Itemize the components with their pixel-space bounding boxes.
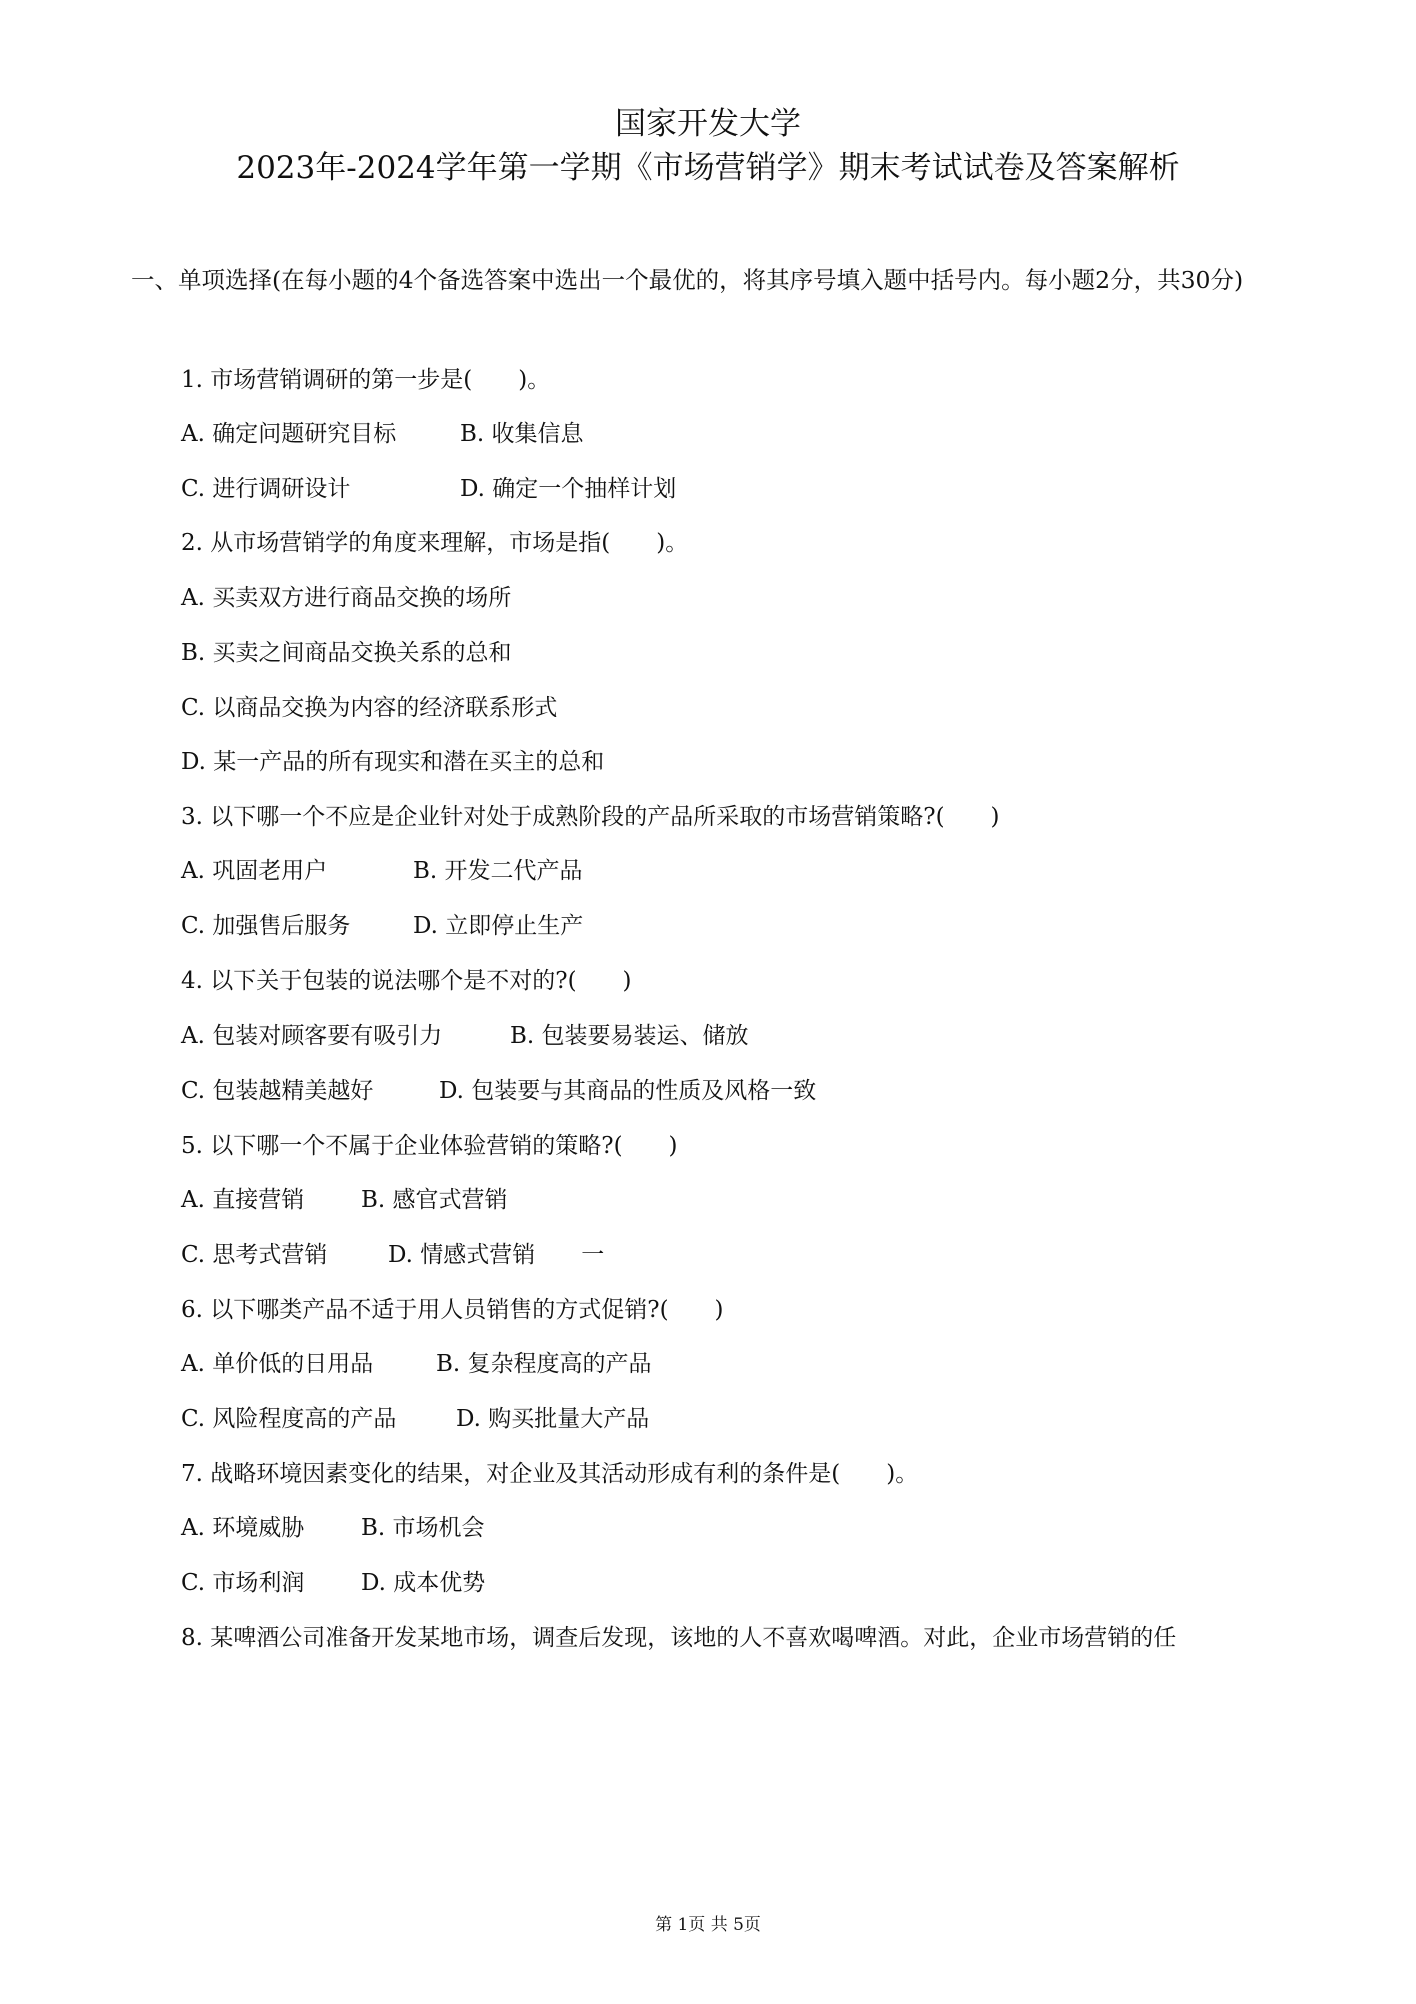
question-2-option-c: C. 以商品交换为内容的经济联系形式 [181,695,558,721]
question-3-option-b: B. 开发二代产品 [413,858,583,884]
question-1-options-row-2 [181,473,677,505]
question-3-stem: 3. 以下哪一个不应是企业针对处于成熟阶段的产品所采取的市场营销策略?( ) [181,804,1000,830]
question-5-stem: 5. 以下哪一个不属于企业体验营销的策略?( ) [181,1133,678,1159]
question-7-options-row-1 [181,1512,485,1544]
question-4-option-a: A. 包装对顾客要有吸引力 [181,1023,443,1049]
question-3-options-row-2 [181,910,584,942]
question-6-option-c: C. 风险程度高的产品 [181,1406,397,1432]
question-7-option-d: D. 成本优势 [361,1570,486,1596]
question-3-option-c: C. 加强售后服务 [181,913,351,939]
question-5-option-c: C. 思考式营销 [181,1242,328,1268]
question-3-option-a: A. 巩固老用户 [181,858,328,884]
question-6-option-a: A. 单价低的日用品 [181,1351,374,1377]
question-7-option-b: B. 市场机会 [361,1515,485,1541]
question-5-option-b: B. 感官式营销 [361,1187,508,1213]
question-8-stem: 8. 某啤酒公司准备开发某地市场，调查后发现，该地的人不喜欢喝啤酒。对此，企业市场营销的任 [181,1625,1177,1651]
question-7-option-a: A. 环境威胁 [181,1515,305,1541]
question-1-stem: 1. 市场营销调研的第一步是( )。 [181,367,551,393]
question-5-option-d: D. 情感式营销 一 [388,1242,605,1268]
question-4-option-c: C. 包装越精美越好 [181,1078,374,1104]
question-3-option-d: D. 立即停止生产 [413,913,584,939]
question-1-options-row-1 [181,418,584,450]
question-6-options-row-1 [181,1348,652,1380]
question-6-option-b: B. 复杂程度高的产品 [436,1351,652,1377]
question-5-option-a: A. 直接营销 [181,1187,305,1213]
question-2-stem: 2. 从市场营销学的角度来理解，市场是指( )。 [181,530,689,556]
question-6-option-d: D. 购买批量大产品 [456,1406,650,1432]
question-2-option-d: D. 某一产品的所有现实和潜在买主的总和 [181,749,605,775]
question-7-stem: 7. 战略环境因素变化的结果，对企业及其活动形成有利的条件是( )。 [181,1461,919,1487]
question-2-option-b: B. 买卖之间商品交换关系的总和 [181,640,512,666]
question-4-options-row-2 [181,1075,817,1107]
question-6-options-row-2 [181,1403,650,1435]
question-4-option-b: B. 包装要易装运、储放 [510,1023,749,1049]
page-number-footer: 第 1页 共 5页 [655,1915,761,1935]
question-1-option-d: D. 确定一个抽样计划 [460,476,677,502]
question-4-option-d: D. 包装要与其商品的性质及风格一致 [439,1078,817,1104]
document-title-exam: 2023年-2024学年第一学期《市场营销学》期末考试试卷及答案解析 [236,150,1180,186]
question-7-options-row-2 [181,1567,486,1599]
question-4-options-row-1 [181,1020,749,1052]
question-1-option-c: C. 进行调研设计 [181,476,351,502]
question-1-option-a: A. 确定问题研究目标 [181,421,397,447]
question-7-option-c: C. 市场利润 [181,1570,305,1596]
question-4-stem: 4. 以下关于包装的说法哪个是不对的?( ) [181,968,632,994]
question-6-stem: 6. 以下哪类产品不适于用人员销售的方式促销?( ) [181,1297,724,1323]
question-5-options-row-2 [181,1239,605,1271]
question-2-option-a: A. 买卖双方进行商品交换的场所 [181,585,512,611]
section-header-single-choice: 一、单项选择(在每小题的4个备选答案中选出一个最优的，将其序号填入题中括号内。每小题2分，共30分) [131,266,1244,294]
question-1-option-b: B. 收集信息 [460,421,584,447]
question-5-options-row-1 [181,1184,508,1216]
document-title-institution: 国家开发大学 [615,106,801,142]
question-3-options-row-1 [181,855,583,887]
